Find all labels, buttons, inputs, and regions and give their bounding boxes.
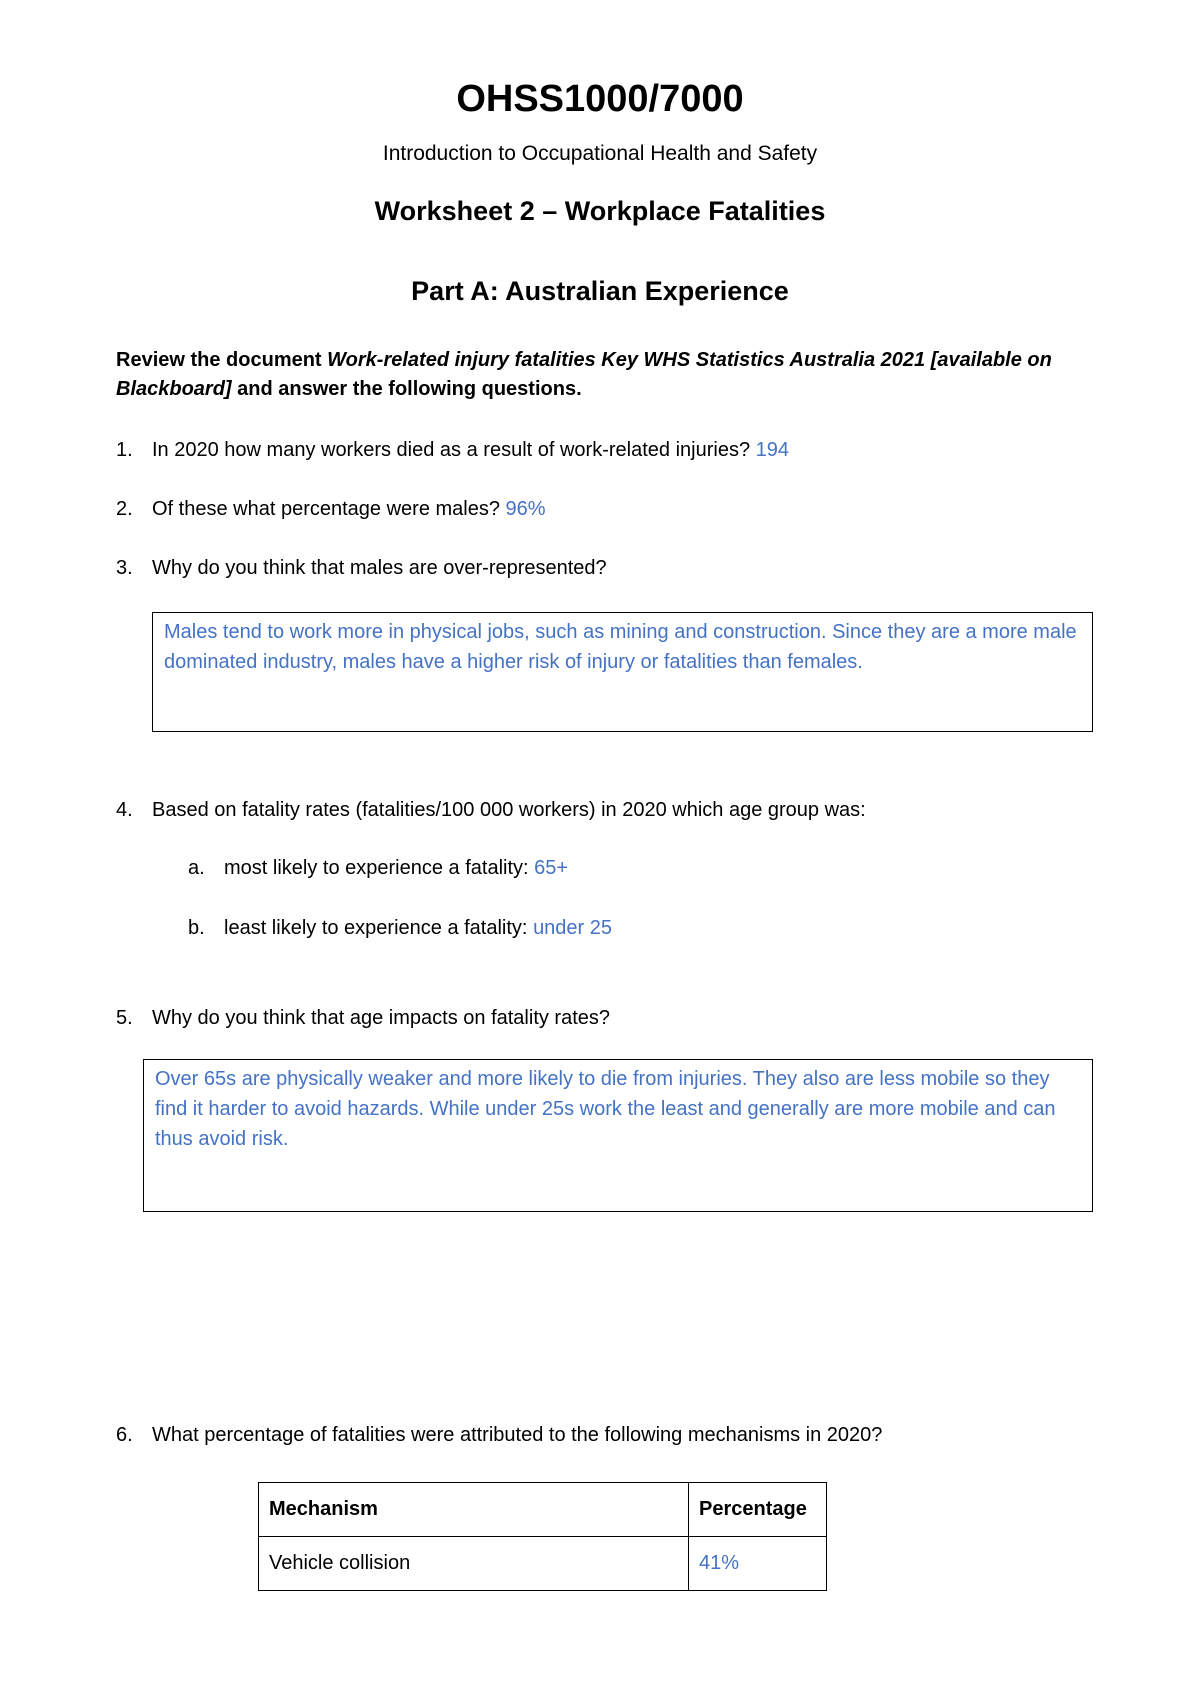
table-header-row — [259, 1483, 827, 1537]
mechanism-cell: Vehicle collision — [259, 1537, 689, 1591]
course-name: Introduction to Occupational Health and Safety — [382, 142, 818, 165]
instructions-tail: and answer the following questions. — [231, 378, 582, 400]
instructions-lead: Review the document — [116, 349, 328, 371]
question-number: 1. — [116, 439, 133, 461]
table-row — [259, 1537, 827, 1591]
answer-box-3[interactable] — [152, 612, 1093, 732]
instructions — [116, 346, 1106, 404]
question-text: Of these what percentage were males? — [152, 498, 500, 520]
answer-text[interactable]: under 25 — [533, 917, 613, 939]
question-text: Why do you think that age impacts on fatality rates? — [152, 1007, 611, 1029]
question-number: 2. — [116, 498, 133, 520]
question-number: 3. — [116, 557, 133, 579]
question-text: In 2020 how many workers died as a result of work-related injuries? — [152, 439, 751, 461]
worksheet-title: Worksheet 2 – Workplace Fatalities — [374, 196, 826, 226]
question-text: Based on fatality rates (fatalities/100 000 workers) in 2020 which age group was: — [152, 799, 866, 821]
part-title: Part A: Australian Experience — [411, 276, 789, 306]
question-text: most likely to experience a fatality: — [224, 857, 529, 879]
answer-box-5[interactable] — [143, 1059, 1093, 1212]
question-number: 4. — [116, 799, 133, 821]
answer-text[interactable]: 96% — [505, 498, 546, 520]
column-header-mechanism: Mechanism — [259, 1483, 689, 1537]
answer-text: Males tend to work more in physical jobs, such as mining and construction. Since they are a more male dominated industry, males have a higher risk of injury or fatalities than females. — [164, 621, 1077, 673]
question-text: least likely to experience a fatality: — [224, 917, 528, 939]
answer-text[interactable]: 65+ — [534, 857, 569, 879]
question-number: 6. — [116, 1424, 133, 1446]
column-header-percentage: Percentage — [689, 1483, 827, 1537]
percentage-cell[interactable]: 41% — [689, 1537, 827, 1591]
course-code: OHSS1000/7000 — [456, 78, 744, 120]
sub-question-label: a. — [188, 857, 205, 879]
question-number: 5. — [116, 1007, 133, 1029]
answer-text: Over 65s are physically weaker and more likely to die from injuries. They also are less mobile so they find it harder to avoid hazards. While under 25s work the least and generally are more mobile and can thus avoid risk. — [155, 1068, 1056, 1150]
sub-question-label: b. — [188, 917, 205, 939]
mechanism-table — [258, 1482, 827, 1591]
document-title: Work-related injury fatalities Key WHS Statistics Australia 2021 [available on Blackboard] — [116, 349, 1052, 400]
question-text: What percentage of fatalities were attributed to the following mechanisms in 2020? — [152, 1424, 883, 1446]
answer-text[interactable]: 194 — [755, 439, 790, 461]
question-text: Why do you think that males are over-represented? — [152, 557, 607, 579]
